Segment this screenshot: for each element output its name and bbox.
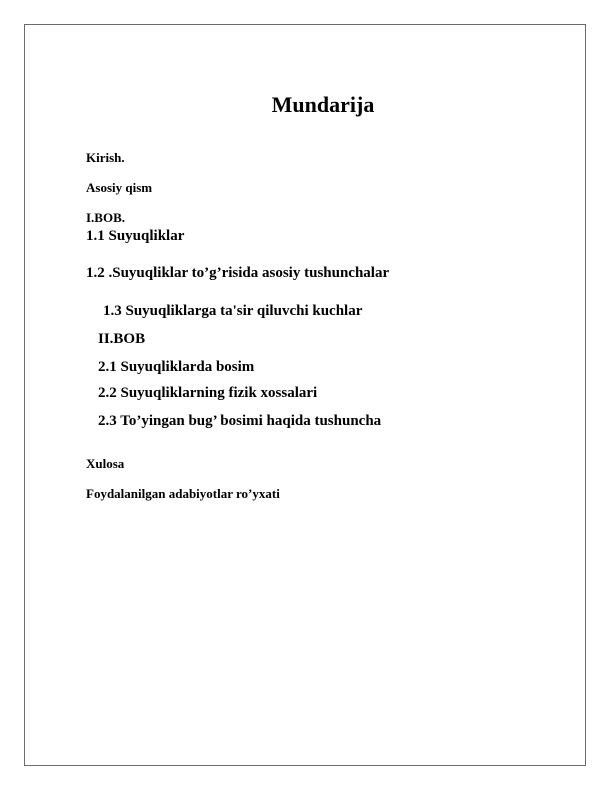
toc-entry-conclusion: Xulosa bbox=[86, 456, 125, 471]
toc-entry-chapter-1: I.BOB. bbox=[86, 210, 126, 225]
toc-entry-1-1: 1.1 Suyuqliklar bbox=[86, 228, 185, 244]
toc-entry-introduction: Kirish. bbox=[86, 150, 125, 165]
toc-entry-chapter-2: II.BOB bbox=[98, 331, 146, 347]
toc-entry-2-3: 2.3 To’yingan bug’ bosimi haqida tushuncha bbox=[98, 413, 382, 429]
toc-entry-2-2: 2.2 Suyuqliklarning fizik xossalari bbox=[98, 385, 318, 401]
toc-entry-1-3: 1.3 Suyuqliklarga ta'sir qiluvchi kuchlar bbox=[103, 303, 363, 319]
page-title: Mundarija bbox=[271, 92, 375, 117]
toc-entry-main-part: Asosiy qism bbox=[86, 180, 153, 195]
toc-entry-2-1: 2.1 Suyuqliklarda bosim bbox=[98, 359, 255, 375]
toc-entry-1-2: 1.2 .Suyuqliklar to’g’risida asosiy tushunchalar bbox=[86, 265, 390, 281]
toc-entry-bibliography: Foydalanilgan adabiyotlar ro’yxati bbox=[86, 486, 280, 501]
